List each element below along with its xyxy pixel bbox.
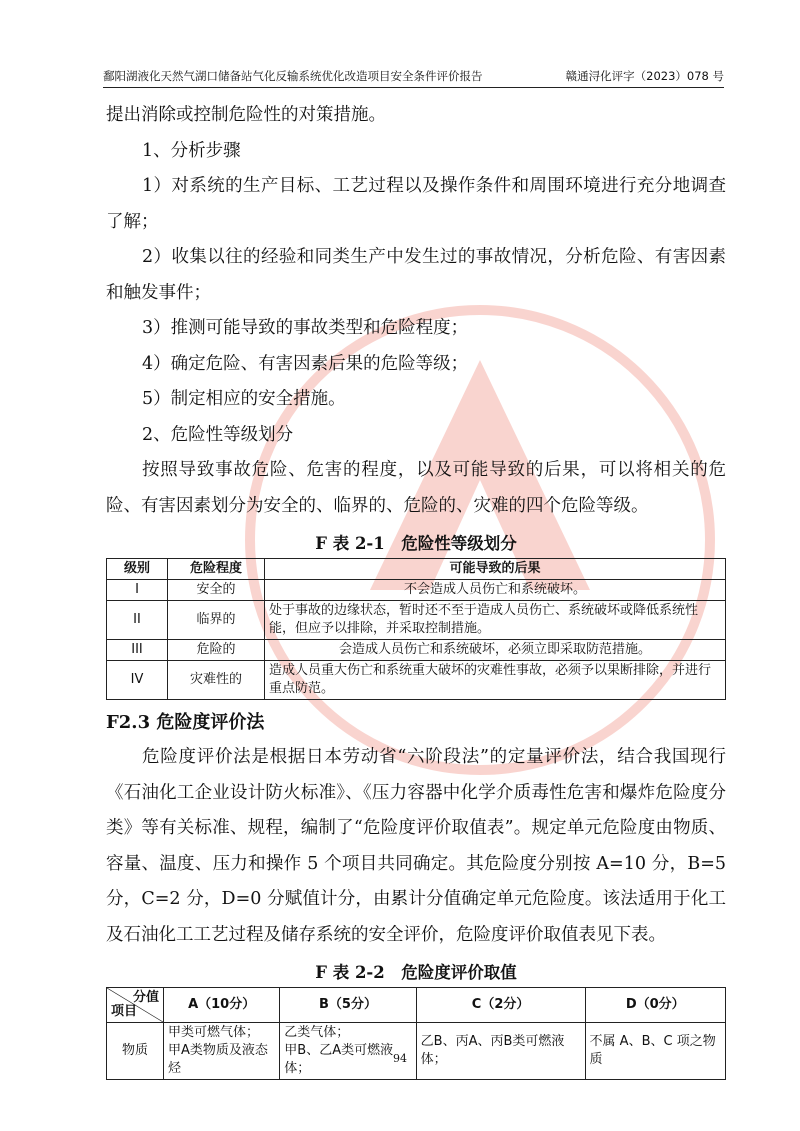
table-row: [107, 661, 726, 700]
step-1: 1）对系统的生产目标、工艺过程以及操作条件和周围环境进行充分地调查了解；: [106, 176, 726, 232]
table-cell: 灾难性的: [168, 661, 265, 700]
risk-score-table: [106, 987, 726, 1080]
table-row: [107, 1023, 726, 1080]
table-header-row: [107, 559, 726, 580]
table-header: B（5分）: [280, 988, 416, 1023]
page-number: 94: [393, 1052, 407, 1065]
table-cell: III: [107, 640, 168, 661]
table-cell: 不会造成人员伤亡和系统破坏。: [265, 580, 726, 601]
page-content: [106, 98, 726, 1080]
paragraph-intro: 提出消除或控制危险性的对策措施。: [106, 105, 386, 125]
table-cell: 临界的: [168, 601, 265, 640]
subheading-risk-levels: 2、危险性等级划分: [142, 424, 294, 445]
table-cell: II: [107, 601, 168, 640]
paragraph-risk-method: 危险度评价法是根据日本劳动省“六阶段法”的定量评价法，结合我国现行《石油化工企业设计防火标准》、《压力容器中化学介质毒性危害和爆炸危险度分类》等有关标准、规程，编制了“危险度评价取值表”。规定单元危险度由物质、容量、温度、压力和操作 5 个项目共同确定。其危险度分别按 A=10 分，B=5 分，C=2 分，D=0 分赋值计分，由累计分值确定单元危险度。该法适用于化工及石油化工工艺过程及储存系统的安全评价，危险度评价取值表见下表。: [106, 747, 726, 945]
table-row: [107, 580, 726, 601]
page-header: [103, 66, 724, 88]
table1-caption: F 表 2-1 危险性等级划分: [315, 534, 517, 553]
table-header: A（10分）: [164, 988, 280, 1023]
subheading-analysis-steps: 1、分析步骤: [142, 140, 241, 161]
table-corner-cell: [107, 988, 164, 1023]
table-cell: I: [107, 580, 168, 601]
paragraph-risk-levels: 按照导致事故危险、危害的程度，以及可能导致的后果，可以将相关的危险、有害因素划分为安全的、临界的、危险的、灾难的四个危险等级。: [106, 460, 726, 516]
table-cell: 乙类气体； 甲B、乙A类可燃液体；: [280, 1023, 416, 1080]
table-cell: 甲类可燃气体； 甲A类物质及液态烃: [164, 1023, 280, 1080]
risk-level-table: [106, 558, 726, 700]
table-header: 可能导致的后果: [265, 559, 726, 580]
corner-top-label: 分值: [132, 990, 159, 1005]
table-cell: 危险的: [168, 640, 265, 661]
table-row: [107, 601, 726, 640]
header-report-title: 鄱阳湖液化天然气湖口储备站气化反输系统优化改造项目安全条件评价报告: [103, 69, 483, 83]
table-cell: 乙B、丙A、丙B类可燃液体；: [416, 1023, 585, 1080]
table-header: 危险程度: [168, 559, 265, 580]
table-header: 级别: [107, 559, 168, 580]
step-2: 2）收集以往的经验和同类生产中发生过的事故情况，分析危险、有害因素和触发事件；: [106, 247, 726, 303]
step-5: 5）制定相应的安全措施。: [142, 389, 346, 409]
table-cell: 造成人员重大伤亡和系统重大破坏的灾难性事故，必须予以果断排除，并进行重点防范。: [265, 661, 726, 700]
table2-caption: F 表 2-2 危险度评价取值: [315, 963, 517, 982]
table-cell: 安全的: [168, 580, 265, 601]
step-3: 3）推测可能导致的事故类型和危险程度；: [142, 318, 469, 338]
table-cell: 会造成人员伤亡和系统破坏，必须立即采取防范措施。: [265, 640, 726, 661]
section-heading: F2.3 危险度评价法: [106, 712, 265, 733]
table-cell: 处于事故的边缘状态，暂时还不至于造成人员伤亡、系统破坏或降低系统性能，但应予以排除，并采取控制措施。: [265, 601, 726, 640]
table-row: [107, 640, 726, 661]
table-header: C（2分）: [416, 988, 585, 1023]
table-cell: 不属 A、B、C 项之物质: [585, 1023, 725, 1080]
table-header-row: [107, 988, 726, 1023]
table-header: D（0分）: [585, 988, 725, 1023]
step-4: 4）确定危险、有害因素后果的危险等级；: [142, 353, 469, 374]
table-cell: IV: [107, 661, 168, 700]
table-cell: 物质: [107, 1023, 164, 1080]
header-document-number: 赣通浔化评字（2023）078 号: [565, 69, 724, 83]
corner-bottom-label: 项目: [111, 1004, 138, 1019]
